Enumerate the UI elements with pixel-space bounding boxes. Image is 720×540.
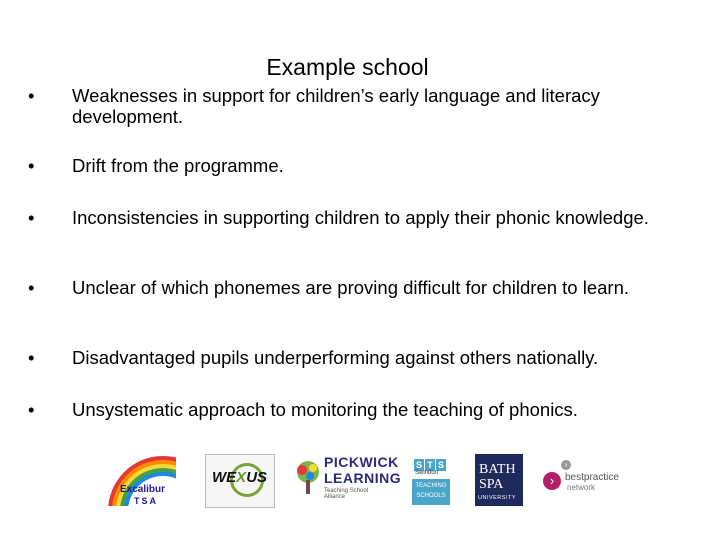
wexus-logo [205,454,275,508]
excalibur-sub: TSA [134,496,158,506]
arrow-icon: › [543,472,561,490]
bullet-text: Weaknesses in support for children’s early language and literacy development. [72,85,600,127]
bullet-item [28,207,698,228]
bullet-text: Unsystematic approach to monitoring the teaching of phonics. [72,399,578,420]
bullet-item [28,399,698,420]
bullet-text: Drift from the programme. [72,155,284,176]
arrow-icon: › [561,460,571,470]
bullet-dot: • [28,277,35,298]
bullet-dot: • [28,85,35,106]
sts-banner: TEACHING SCHOOLS [412,479,450,505]
pickwick-learning-logo [294,454,402,506]
bullet-text: Disadvantaged pupils underperforming against others nationally. [72,347,599,368]
partner-logos [0,450,720,510]
sts-place: Swindon [415,470,439,476]
bath-spa-logo: BATH SPA UNIVERSITY [475,454,523,506]
best-practice-network-logo: › › bestpractice network [543,458,627,502]
slide-title: Example school [266,54,429,80]
pickwick-line2: LEARNING [324,470,402,486]
excalibur-logo [108,456,176,506]
bullet-dot: • [28,399,35,420]
bullet-dot: • [28,155,35,176]
bullet-text: Inconsistencies in supporting children to apply their phonic knowledge. [72,207,649,228]
sts-logo: S T S Swindon TEACHING SCHOOLS [412,455,450,505]
bullet-item [28,85,698,127]
tree-icon [294,460,322,494]
pickwick-line1: PICKWICK [324,454,399,470]
pickwick-tagline: Teaching School Alliance [324,488,369,500]
wexus-wordmark: WEXUS [212,469,268,486]
bullet-item [28,347,698,368]
bullet-dot: • [28,347,35,368]
bullet-dot: • [28,207,35,228]
bullet-item [28,277,698,298]
excalibur-name: Excalibur [120,484,166,495]
bullet-item [28,155,698,176]
bullet-text: Unclear of which phonemes are proving difficult for children to learn. [72,277,630,298]
